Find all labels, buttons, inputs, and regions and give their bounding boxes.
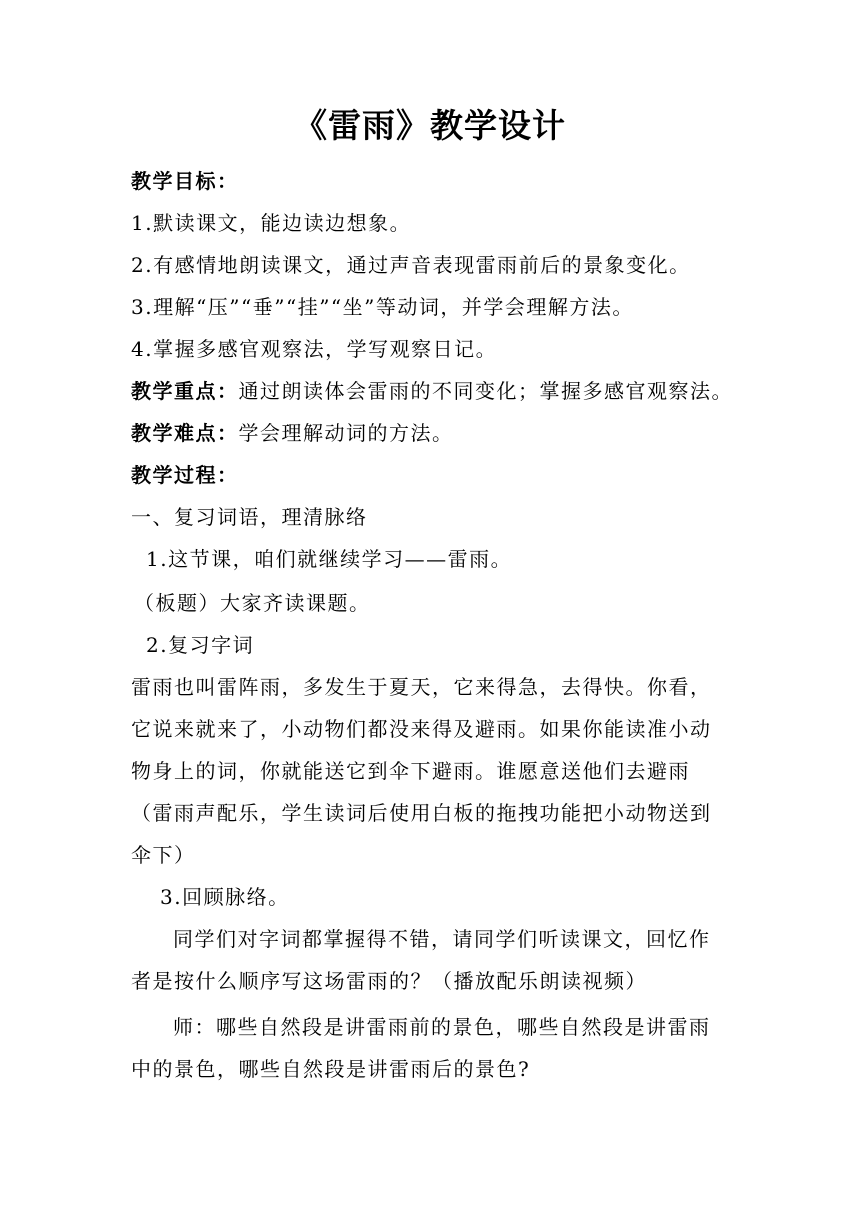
key-point-line — [131, 376, 733, 406]
objective-item: 4.掌握多感官观察法，学写观察日记。 — [131, 337, 498, 361]
paragraph-line: （雷雨声配乐，学生读词后使用白板的拖拽功能把小动物送到 — [131, 801, 712, 825]
section-heading: 一、复习词语，理清脉络 — [131, 505, 368, 529]
step-item: 1.这节课，咱们就继续学习——雷雨。 — [146, 547, 513, 571]
process-heading: 教学过程： — [131, 463, 239, 487]
step-item: 2.复习字词 — [146, 633, 255, 657]
paragraph-line: 者是按什么顺序写这场雷雨的？（播放配乐朗读视频） — [131, 969, 647, 993]
paragraph-line: 中的景色，哪些自然段是讲雷雨后的景色? — [131, 1057, 531, 1081]
paragraph-line: 物身上的词，你就能送它到伞下避雨。谁愿意送他们去避雨 — [131, 759, 690, 783]
difficulty-line — [131, 418, 454, 448]
objective-item: 1.默读课文，能边读边想象。 — [131, 211, 412, 235]
key-point-text: 通过朗读体会雷雨的不同变化；掌握多感官观察法。 — [238, 379, 733, 403]
paragraph-line: 师：哪些自然段是讲雷雨前的景色，哪些自然段是讲雷雨 — [173, 1015, 711, 1039]
difficulty-text: 学会理解动词的方法。 — [238, 421, 454, 445]
paragraph-line: 雷雨也叫雷阵雨，多发生于夏天，它来得急，去得快。你看， — [131, 675, 712, 699]
step-item: 3.回顾脉络。 — [160, 885, 290, 909]
paragraph-line: 同学们对字词都掌握得不错，请同学们听读课文，回忆作 — [173, 927, 711, 951]
paragraph-line: 它说来就来了，小动物们都没来得及避雨。如果你能读准小动 — [131, 717, 712, 741]
difficulty-label: 教学难点： — [131, 421, 239, 445]
step-note: （板题）大家齐读课题。 — [134, 591, 371, 615]
paragraph-line: 伞下） — [131, 843, 196, 867]
document-title: 《雷雨》教学设计 — [294, 106, 566, 145]
key-point-label: 教学重点： — [131, 379, 239, 403]
objective-item: 2.有感情地朗读课文，通过声音表现雷雨前后的景象变化。 — [131, 253, 691, 277]
objectives-heading: 教学目标： — [131, 169, 239, 193]
objective-item: 3.理解“压”“垂”“挂”“坐”等动词，并学会理解方法。 — [131, 295, 634, 319]
